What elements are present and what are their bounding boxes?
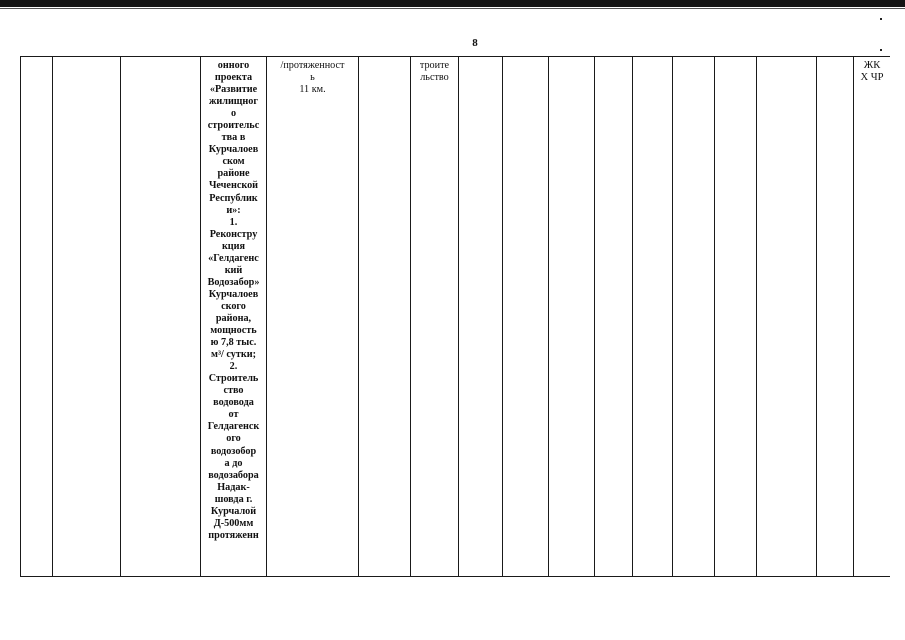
work-type-cell: троите льство	[419, 60, 450, 84]
table-top-border	[20, 56, 890, 57]
column-divider	[756, 56, 757, 577]
column-divider	[548, 56, 549, 577]
column-divider	[672, 56, 673, 577]
column-divider	[632, 56, 633, 577]
column-divider	[458, 56, 459, 577]
column-divider	[358, 56, 359, 577]
project-description-cell: онного проекта «Развитие жилищног о строительс тва в Курчалоев ском районе Чеченской Республик и»: 1. Реконстру кция «Гелдагенс кий Водозабор» Курчалоев ского района, мощность ю 7,8 тыс. м³/ сутки; 2. Строитель ство водовода от Гелдагенск ого водозобор а до водозабора Надак- шовда г. Курчалой Д-500мм протяженн	[207, 60, 260, 541]
column-divider	[714, 56, 715, 577]
column-divider	[502, 56, 503, 577]
column-divider	[594, 56, 595, 577]
column-divider	[816, 56, 817, 577]
page-number: 8	[472, 37, 478, 49]
column-divider	[52, 56, 53, 577]
executor-cell: ЖК Х ЧР	[860, 60, 884, 84]
table-bottom-border	[20, 576, 890, 577]
column-divider	[20, 56, 21, 577]
column-divider	[853, 56, 854, 577]
column-divider	[120, 56, 121, 577]
column-divider	[410, 56, 411, 577]
capacity-length-cell: /протяженност ь 11 км.	[280, 60, 345, 96]
